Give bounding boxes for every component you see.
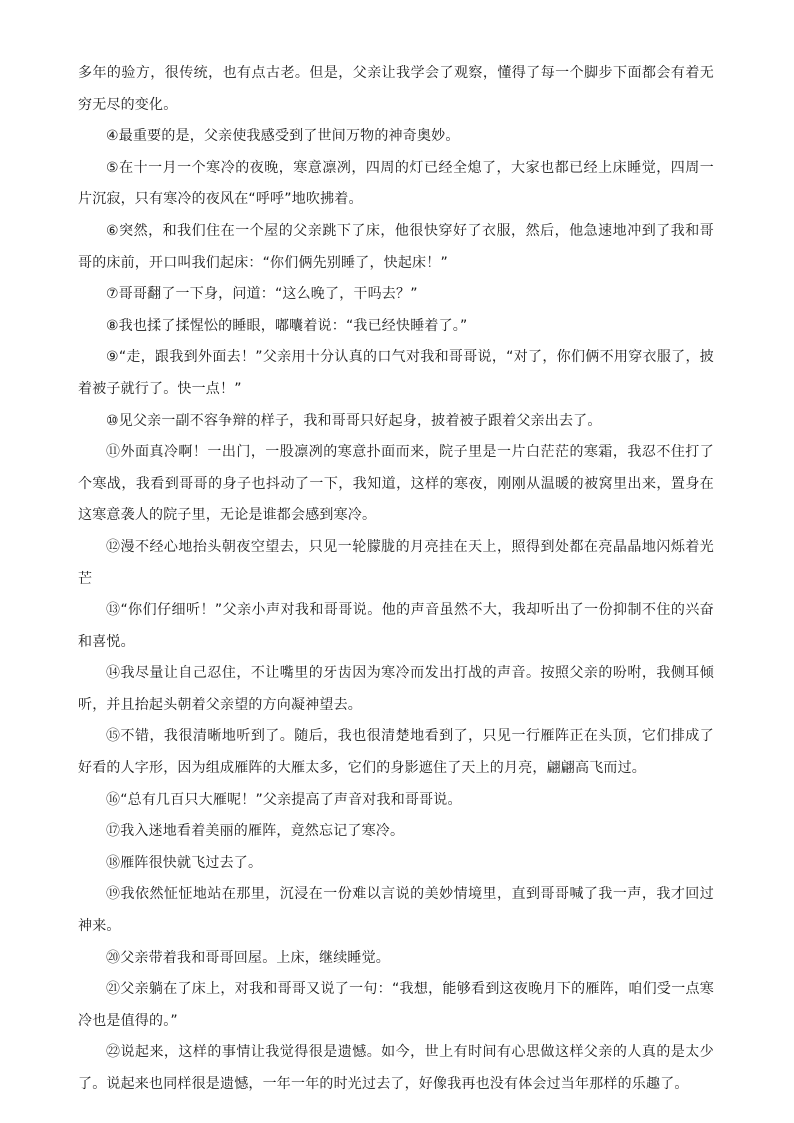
paragraph-22: ㉒说起来，这样的事情让我觉得很是遗憾。如今，世上有时间有心思做这样父亲的人真的是太少了。说起来也同样很是遗憾，一年一年的时光过去了，好像我再也没有体会过当年那样的乐趣了。 xyxy=(78,1044,714,1092)
paragraph-6: ⑥突然，和我们住在一个屋的父亲跳下了床，他很快穿好了衣服，然后，他急速地冲到了我和哥哥的床前，开口叫我们起床：“你们俩先别睡了，快起床！” xyxy=(78,222,714,271)
paragraph-7: ⑦哥哥翻了一下身，问道：“这么晚了，干吗去？” xyxy=(106,286,418,303)
paragraph-16: ⑯“总有几百只大雁呢！”父亲提高了声音对我和哥哥说。 xyxy=(106,791,462,808)
paragraph-12: ⑫漫不经心地抬头朝夜空望去，只见一轮朦胧的月亮挂在天上，照得到处都在亮晶晶地闪烁着光芒 xyxy=(78,538,714,587)
paragraph-continued: 多年的验方，很传统，也有点古老。但是，父亲让我学会了观察，懂得了每一个脚步下面都会有着无穷无尽的变化。 xyxy=(78,65,714,113)
paragraph-10: ⑩见父亲一副不容争辩的样子，我和哥哥只好起身，披着被子跟着父亲出去了。 xyxy=(106,412,602,429)
paragraph-8: ⑧我也揉了揉惺忪的睡眼，嘟囔着说：“我已经快睡着了。” xyxy=(106,317,468,334)
paragraph-4: ④最重要的是，父亲使我感受到了世间万物的神奇奥妙。 xyxy=(106,128,460,145)
paragraph-19: ⑲我依然怔怔地站在那里，沉浸在一份难以言说的美妙情境里，直到哥哥喊了我一声，我才回过神来。 xyxy=(78,886,714,935)
paragraph-21: ㉑父亲躺在了床上，对我和哥哥又说了一句：“我想，能够看到这夜晚月下的雁阵，咱们受一点寒冷也是值得的。” xyxy=(78,981,714,1029)
paragraph-5: ⑤在十一月一个寒冷的夜晚，寒意凛冽，四周的灯已经全熄了，大家也都已经上床睡觉，四周一片沉寂，只有寒冷的夜风在“呼呼”地吹拂着。 xyxy=(78,159,714,208)
paragraph-20: ⑳父亲带着我和哥哥回屋。上床，继续睡觉。 xyxy=(106,949,390,966)
paragraph-9: ⑨“走，跟我到外面去！”父亲用十分认真的口气对我和哥哥说，“对了，你们俩不用穿衣服了，披着被子就行了。快一点！” xyxy=(78,349,714,397)
article-body xyxy=(78,58,714,1101)
paragraph-17: ⑰我入迷地看着美丽的雁阵，竟然忘记了寒冷。 xyxy=(106,823,405,840)
paragraph-15: ⑮不错，我很清晰地听到了。随后，我也很清楚地看到了，只见一行雁阵正在头顶，它们排成了好看的人字形，因为组成雁阵的大雁太多，它们的身影遮住了天上的月亮，翩翩高飞而过。 xyxy=(78,728,714,777)
paragraph-13: ⑬“你们仔细听！”父亲小声对我和哥哥说。他的声音虽然不大，我却听出了一份抑制不住的兴奋和喜悦。 xyxy=(78,602,714,650)
paragraph-11: ⑪外面真冷啊！一出门，一股凛冽的寒意扑面而来，院子里是一片白茫茫的寒霜，我忍不住打了个寒战，我看到哥哥的身子也抖动了一下，我知道，这样的寒夜，刚刚从温暖的被窝里出来，置身在这寒意袭人的院子里，无论是谁都会感到寒冷。 xyxy=(78,444,714,524)
paragraph-18: ⑱雁阵很快就飞过去了。 xyxy=(106,854,263,871)
paragraph-14: ⑭我尽量让自己忍住，不让嘴里的牙齿因为寒冷而发出打战的声音。按照父亲的吩咐，我侧耳倾听，并且抬起头朝着父亲望的方向凝神望去。 xyxy=(78,665,714,713)
